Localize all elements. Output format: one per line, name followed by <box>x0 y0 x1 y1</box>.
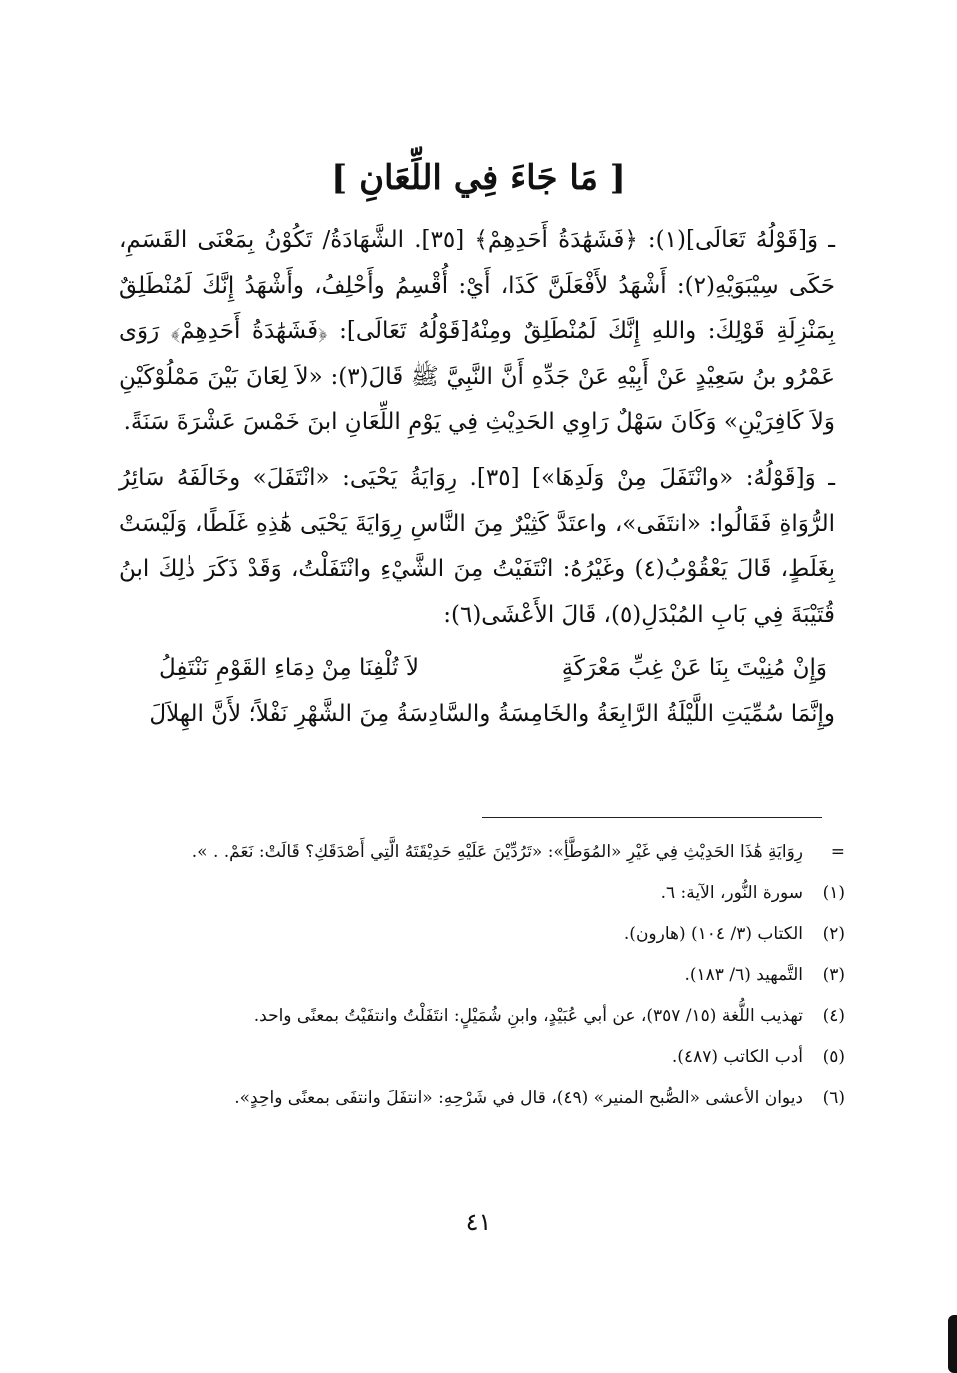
footnotes <box>109 832 845 1119</box>
paragraph-3: وإِنَّمَا سُمِّيَتِ اللَّيْلَةُ الرَّابِعَةُ والخَامِسَةُ والسَّادِسَةُ مِنَ الشَّهْرِ نَفْلاً؛ لأَنَّ الهِلاَلَ <box>149 700 835 727</box>
scan-edge-mark <box>948 1315 957 1373</box>
paragraph-2: ـ وَ[قَوْلُهُ: «وانْتَفَلَ مِنْ وَلَدِهَا»] [٣٥]. رِوَايَةُ يَحْيَى: «انْتَفَلَ» وخَالَفَهُ سَائِرُ الرُّوَاةِ فَقَالُوا: «انتَفَى»، واعتَدَّ كَثِيْرٌ مِنَ النَّاسِ رِوَايَةَ يَحْيَى هَٰذِهِ غَلَطًا، وَلَيْسَتْ بِغَلَطٍ، قَالَ يَعْقُوْبُ(٤) وغَيْرُهُ: انْتَفَيْتُ مِنَ الشَّيْءِ وانْتَفَلْتُ، وَقَدْ ذَكَرَ ذٰلِكَ ابنُ قُتَيْبَةَ فِي بَابِ المُبْدَلِ(٥)، قَالَ الأَعْشَى(٦): <box>119 464 836 628</box>
footnote-item <box>109 1078 845 1119</box>
footnote-separator <box>482 817 822 818</box>
footnote-number: (٥) <box>822 1047 845 1067</box>
footnote-text: سورة النُّور، الآية: ٦. <box>660 883 803 903</box>
continuation-mark: = <box>830 842 845 862</box>
poem-verse <box>119 646 835 692</box>
footnote-item <box>109 955 845 996</box>
footnote-continuation <box>109 832 845 873</box>
footnote-text: أدب الكاتب (٤٨٧). <box>671 1047 803 1067</box>
footnote-item <box>109 1037 845 1078</box>
footnote-text: تهذيب اللُّغة (١٥/ ٣٥٧)، عن أبي عُبَيْدٍ، وابنِ شُمَيْلٍ: انتَفَلْتُ وانتفَيْتُ بمعنًى واحد. <box>253 1006 803 1026</box>
footnote-item <box>109 914 845 955</box>
footnote-number: (٢) <box>822 924 845 944</box>
footnote-number: (٤) <box>822 1006 845 1026</box>
footnote-item <box>109 996 845 1037</box>
footnote-text: الكتاب (٣/ ١٠٤) (هارون). <box>623 924 803 944</box>
footnote-number: (٦) <box>822 1088 845 1108</box>
footnote-text: ديوان الأعشى «الصُّبح المنير» (٤٩)، قال في شَرْحِهِ: «انتفَلَ وانتفَى بمعنًى واحِدٍ». <box>234 1088 803 1108</box>
continuation-text: رِوَايَةِ هَٰذَا الحَدِيْثِ فِي غَيْرِ «المُوَطَّأِ»: «تَرُدِّيْنَ عَلَيْهِ حَدِيْقَتَهُ الَّتِي أَصْدَقَكِ؟ قَالَتْ: نَعَمْ. . ». <box>191 842 803 862</box>
footnote-text: التَّمهيد (٦/ ١٨٣). <box>684 965 803 985</box>
footnote-item <box>109 873 845 914</box>
paragraph-1: ـ وَ[قَوْلُهُ تَعَالَى](١): ﴿فَشَهَٰدَةُ أَحَدِهِمْ﴾ [٣٥]. الشَّهَادَةُ/ تَكُوْنُ بِمَعْنَى القَسَمِ، حَكَى سِيْبَوَيْهِ(٢): أَشْهَدُ لأَفْعَلَنَّ كَذَا، أَيْ: أُقْسِمُ وأَحْلِفُ، وأَشْهَدُ إِنَّكَ لَمُنْطَلِقٌ بِمَنْزِلَةِ قَوْلِكَ: واللهِ إِنَّكَ لَمُنْطَلِقٌ ومِنْهُ[قَوْلُهُ تَعَالَى]: ﴿فَشَهَٰدَةُ أَحَدِهِمْ﴾ رَوَى عَمْرُو بنُ سَعِيْدٍ عَنْ أَبِيْهِ عَنْ جَدِّهِ أَنَّ النَّبِيَّ ﷺ قَالَ(٣): «لاَ لِعَانَ بَيْنَ مَمْلُوْكَيْنِ وَلاَ كَافِرَيْنِ» وَكَانَ سَهْلٌ رَاوِي الحَدِيْثِ فِي يَوْمِ اللِّعَانِ ابنَ خَمْسَ عَشْرَةَ سَنَةً. <box>119 227 835 436</box>
footnote-number: (١) <box>822 883 845 903</box>
footnote-number: (٣) <box>822 965 845 985</box>
poem-first-hemistich: وَإِنْ مُنِيْتَ بِنَا عَنْ غِبِّ مَعْرَكَةٍ <box>561 655 827 682</box>
poem-second-hemistich: لاَ تُلْفِنَا مِنْ دِمَاءِ القَوْمِ نَنْتَفِلُ <box>159 655 419 682</box>
chapter-heading: [ مَا جَاءَ فِي اللِّعَانِ ] <box>331 158 626 198</box>
main-text <box>119 218 835 738</box>
page-number: ٤١ <box>465 1208 492 1236</box>
